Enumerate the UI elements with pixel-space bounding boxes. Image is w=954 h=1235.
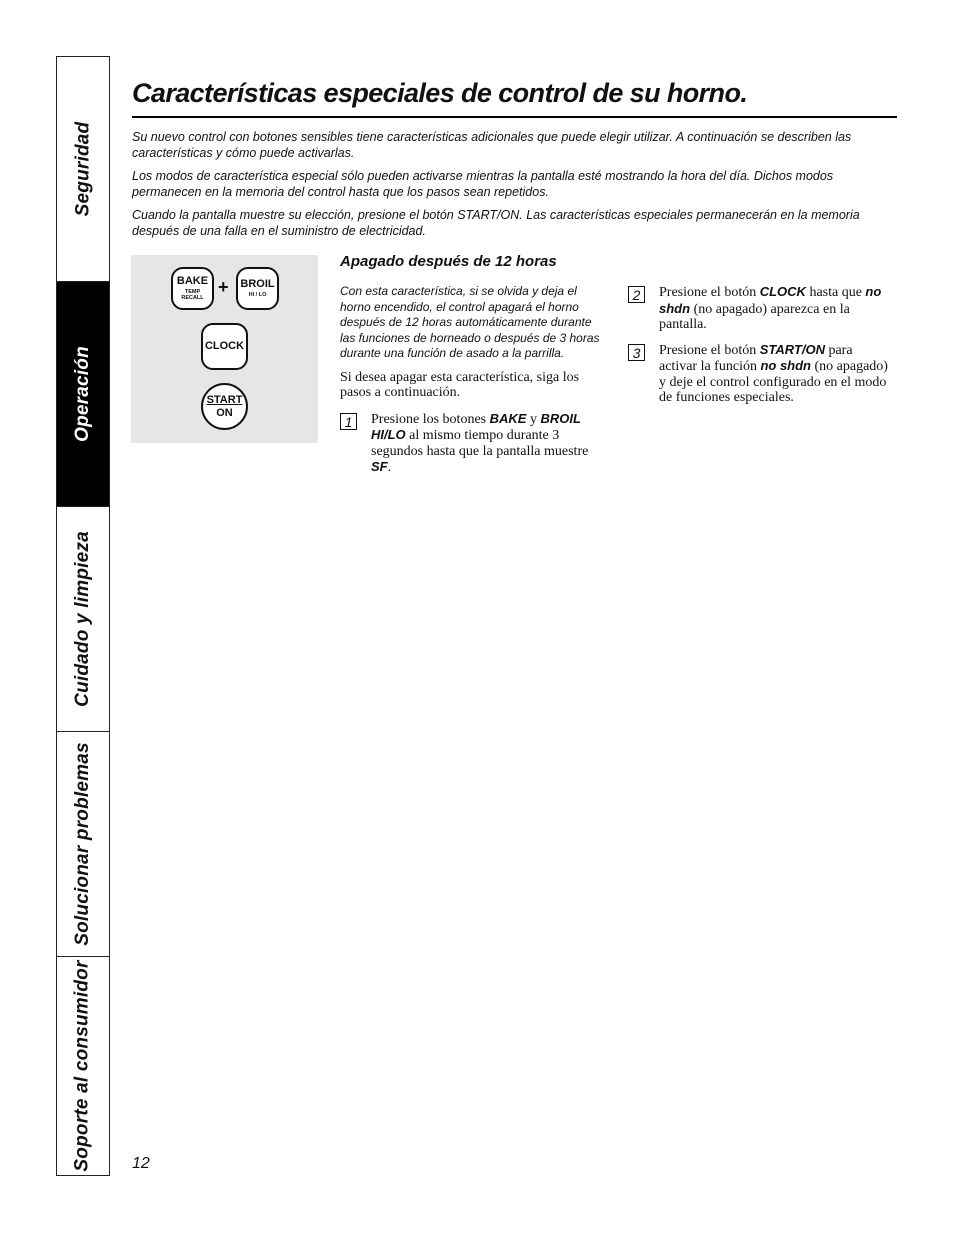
page-number: 12 [132,1155,150,1172]
on-label: ON [216,406,233,419]
clock-label: CLOCK [204,340,245,352]
section-instruction: Si desea apagar esta característica, siga los pasos a continuación. [340,369,580,400]
tab-seguridad-label: Seguridad [72,121,93,217]
tab-cuidado-label: Cuidado y limpieza [72,531,93,707]
section-lead: Con esta característica, si se olvida y deja el horno encendido, el control apagará el horno después de 12 horas automáticamente durante las funciones de horneado o después de 3 horas durante una función de asado a la parrilla. [340,284,600,360]
intro-paragraph: Los modos de característica especial sólo pueden activarse mientras la pantalla esté mostrando la hora del día. Dichos modos permanecen en la memoria del control hasta que los pasos sean repetidos. [132,169,834,199]
step-number: 2 [628,286,645,303]
section-column-right [628,284,893,416]
start-label: START [206,393,243,406]
step-text: Presione el botón START/ON para activar la función no shdn (no apagado) y deje el control configurado en el modo de funciones especiales. [659,341,888,405]
section-heading: Apagado después de 12 horas [340,253,557,270]
bake-label: BAKE [176,275,209,287]
tab-solucionar-label: Solucionar problemas [72,742,94,946]
tab-operacion-label: Operación [72,346,93,442]
intro-paragraph: Cuando la pantalla muestre su elección, presione el botón START/ON. Las características especiales permanecerán en la memoria después de una falla en el suministro de electricidad. [132,208,860,238]
step-number: 1 [340,413,357,430]
intro-text [132,129,897,246]
bake-button [171,267,214,310]
tab-operacion[interactable] [57,282,109,507]
step-item [340,411,602,476]
intro-paragraph: Su nuevo control con botones sensibles tiene características adicionales que puede elegir utilizar. A continuación se describen las características y cómo puede activarlas. [132,130,852,160]
step-number: 3 [628,344,645,361]
control-panel-illustration [131,255,318,443]
clock-button [201,323,248,370]
broil-sublabel: HI / LO [248,292,267,298]
section-column-left [340,284,602,486]
tab-soporte-label: Soporte al consumidor [72,960,93,1172]
broil-button [236,267,279,310]
broil-label: BROIL [240,278,275,290]
title-rule [132,116,897,118]
page-title: Características especiales de control de su horno. [132,78,748,108]
tab-cuidado-y-limpieza[interactable] [57,507,109,732]
step-text: Presione el botón CLOCK hasta que no shdn (no apagado) aparezca en la pantalla. [659,284,882,332]
plus-sign: + [218,277,229,297]
tab-soporte-al-consumidor[interactable] [57,957,109,1175]
step-item [628,342,893,406]
step-text: Presione los botones BAKE y BROIL HI/LO al mismo tiempo durante 3 segundos hasta que la pantalla muestre SF. [371,410,589,475]
tab-solucionar-problemas[interactable] [57,732,109,957]
start-on-button [201,383,248,430]
tab-seguridad[interactable] [57,57,109,282]
step-item [628,284,893,333]
bake-sublabel: TEMP RECALL [181,289,204,301]
section-sidebar [56,56,110,1176]
